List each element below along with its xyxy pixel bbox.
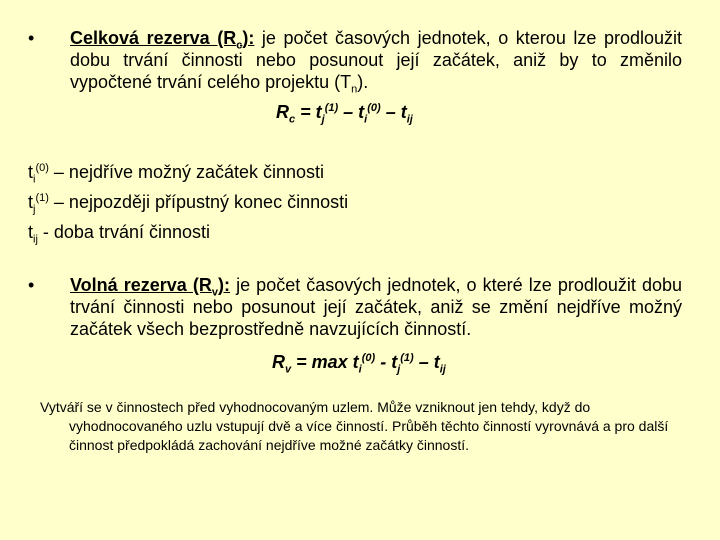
note-text: Vytváří se v činnostech před vyhodnocovaným uzlem. Může vzniknout jen tehdy, když do vyhodnocovaného uzlu vstupují dvě a více činností. Průběh těchto činností vyrovnává a pro další činnost předpokládá zachování nejdříve možné začátky činností. (40, 399, 669, 453)
definition-duration: $t_{ij}$ - doba trvání činnosti (28, 222, 210, 246)
free-float-definition: Volná rezerva $(R_v)$: je počet časových jednotek, o které lze prodloužit dobu trvání činnosti nebo posunout její začátek, aniž se změní nejdříve možný začátek všech bezprostředně navzujících činností. (70, 275, 682, 339)
bullet-marker: • (28, 28, 35, 48)
total-float-formula: $R_c = t_j^{(1)} - t_i^{(0)} - t_{ij}$ (276, 102, 413, 126)
total-float-definition: Celková rezerva $(R_c)$: je počet časových jednotek, o kterou lze prodloužit dobu trvání činnosti nebo posunout její začátek, aniž by to změnilo vypočtené trvání celého projektu $(T_n)$. (70, 28, 682, 96)
bullet-free-float (28, 274, 682, 340)
symbol-definitions (28, 157, 348, 247)
total-float-term: Celková rezerva $(R_c)$: (70, 28, 255, 52)
free-float-formula: $R_v = \max t_i^{(0)} - t_j^{(1)} - t_{ij}$ (272, 352, 446, 376)
definition-earliest-start: $t_i^{(0)}$ – nejdříve možný začátek činnosti (28, 162, 325, 186)
bullet-marker: • (28, 275, 35, 295)
definition-latest-finish: $t_j^{(1)}$ – nejpozději přípustný konec činnosti (28, 192, 349, 216)
free-float-term: Volná rezerva $(R_v)$: (70, 275, 231, 299)
free-float-note (40, 398, 680, 455)
bullet-total-float (28, 27, 682, 96)
